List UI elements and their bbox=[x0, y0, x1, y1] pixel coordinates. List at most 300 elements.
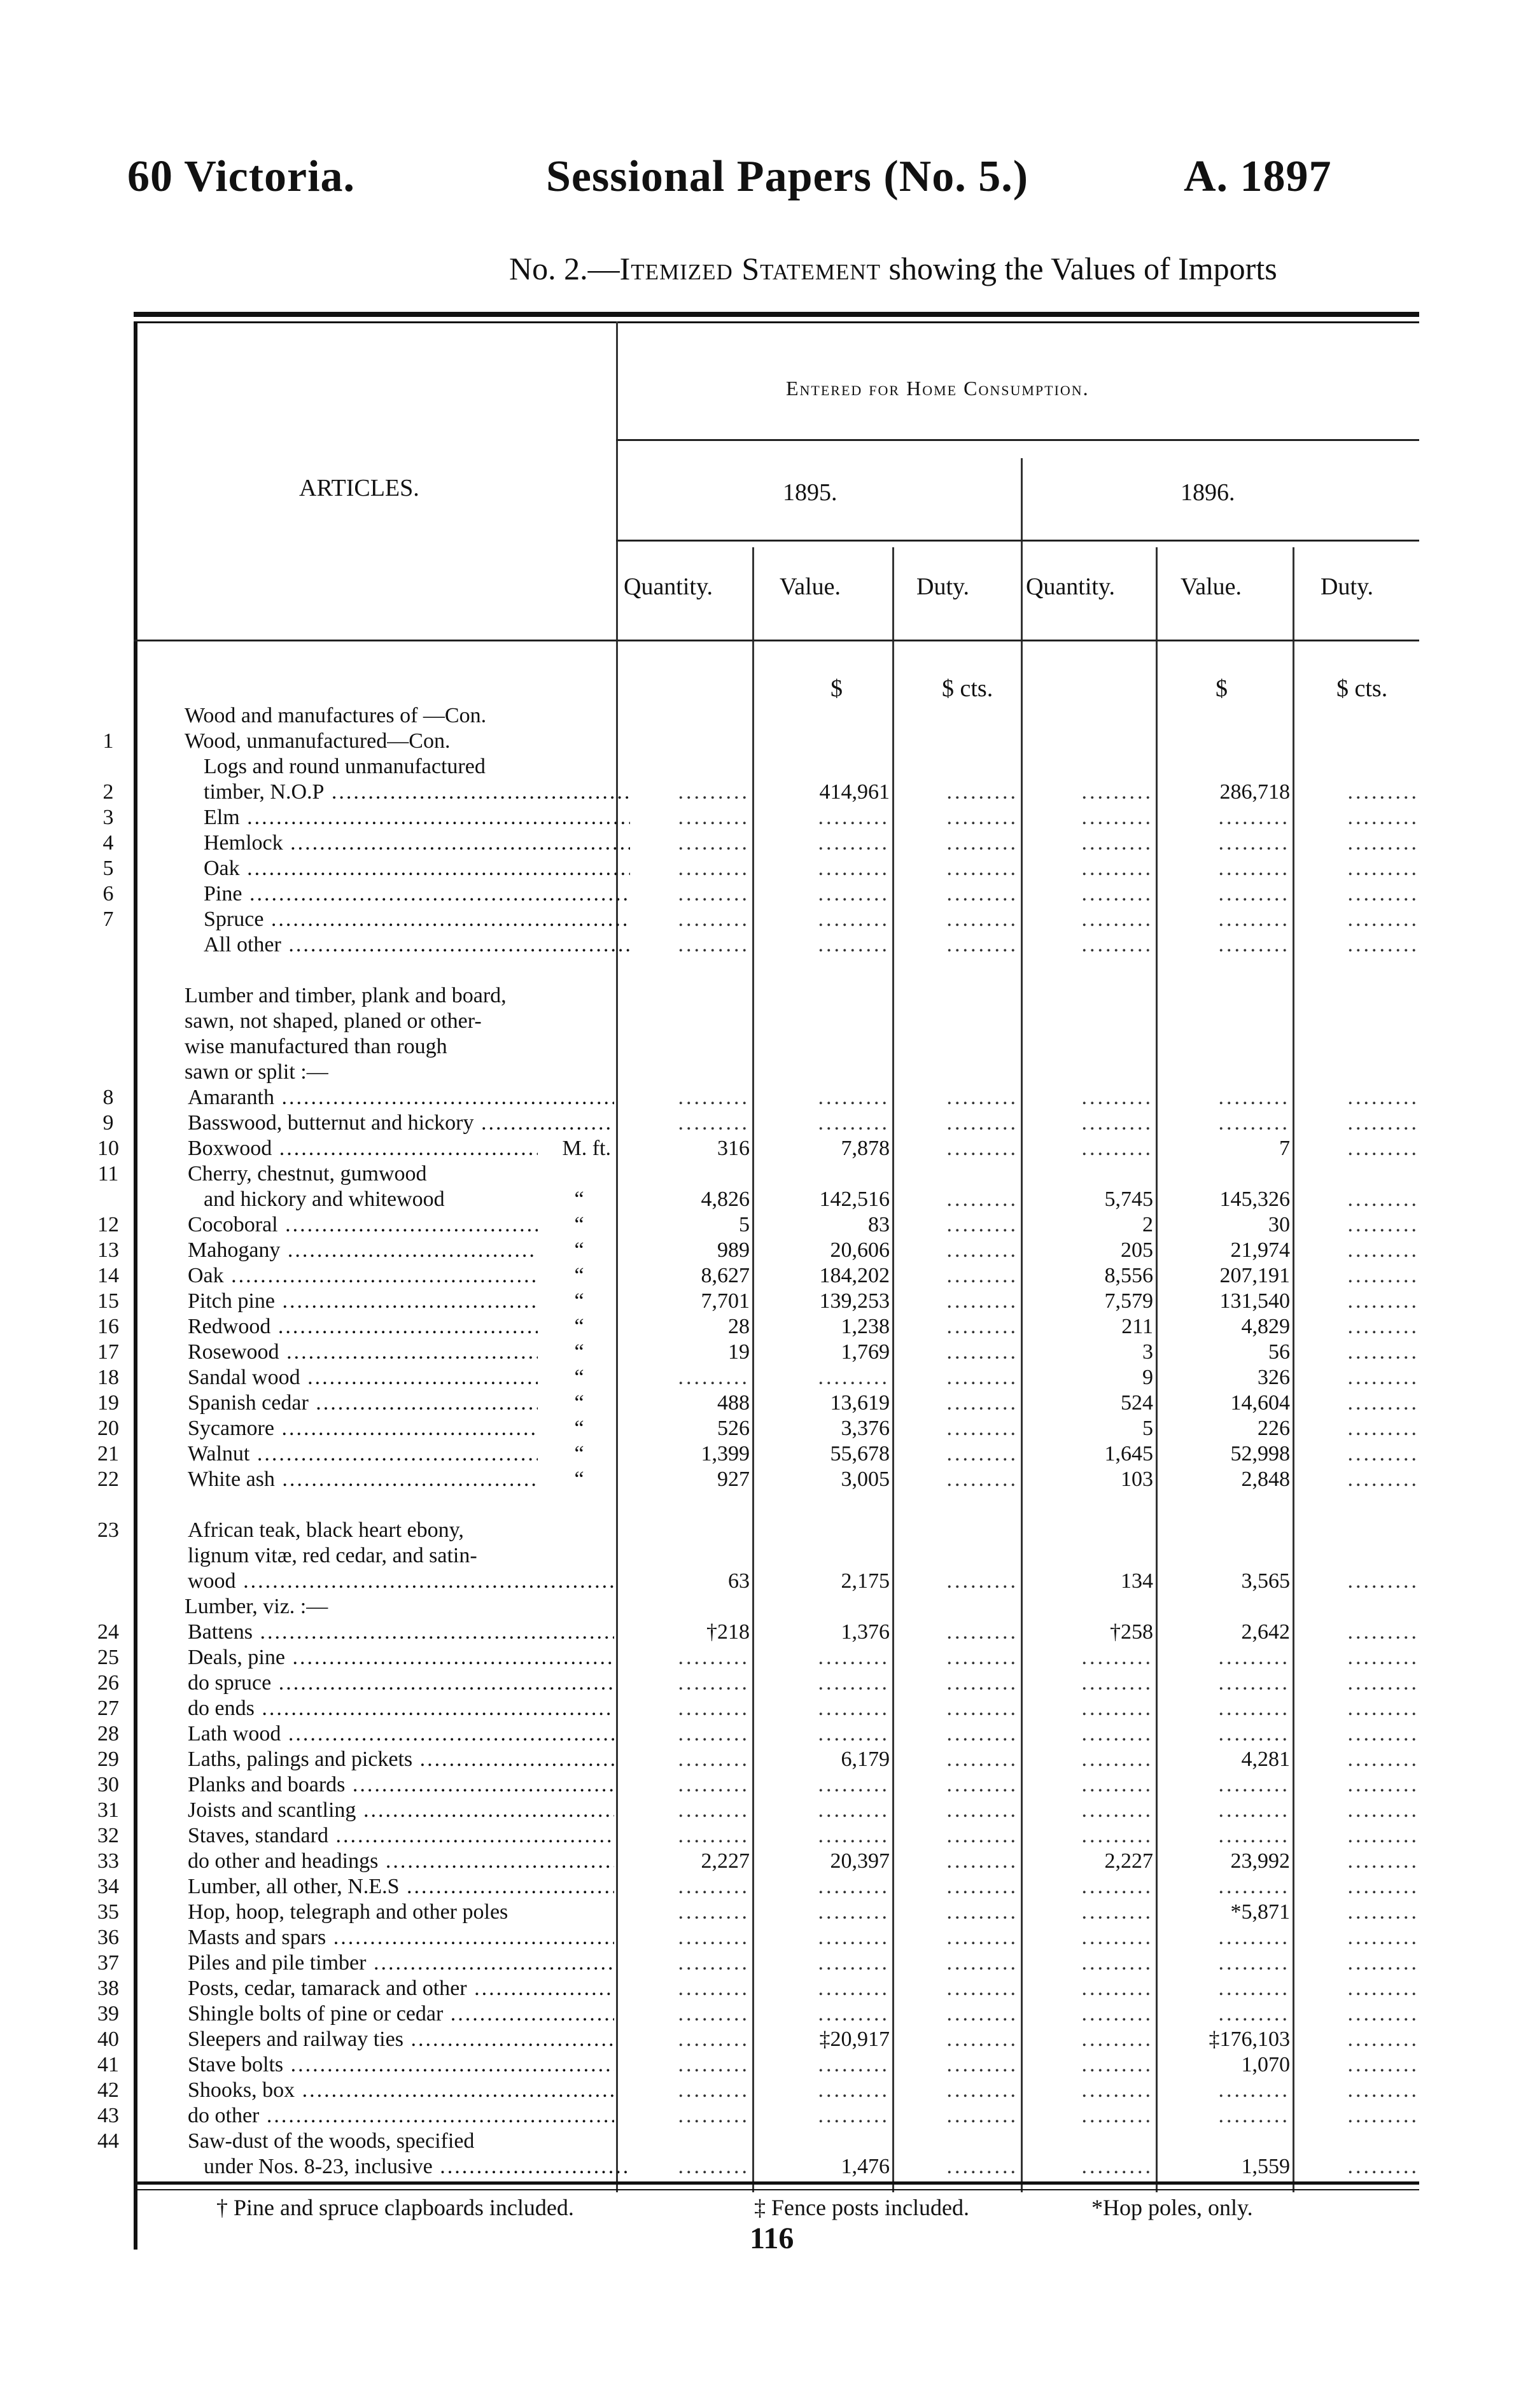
ditto-mark: “ bbox=[574, 1391, 584, 1415]
leader-dots: ......... bbox=[1081, 806, 1153, 829]
leader-dots: ......... bbox=[818, 1773, 890, 1796]
table-row bbox=[0, 1747, 1521, 1772]
leader-dots: ......... bbox=[1081, 831, 1153, 855]
leader-dots: ......... bbox=[946, 1391, 1018, 1415]
leader-dots: ......... bbox=[946, 857, 1018, 880]
article-label: All other ..... bbox=[204, 932, 630, 958]
line-number: 18 bbox=[97, 1366, 119, 1389]
leader-dots: ......... bbox=[1347, 1264, 1419, 1287]
leader-dots: ......... bbox=[678, 1798, 750, 1822]
line-number: 38 bbox=[97, 1977, 119, 2000]
article-label: Redwood ..... bbox=[188, 1314, 538, 1340]
line-number: 28 bbox=[97, 1722, 119, 1746]
article-label: Pine ..... bbox=[204, 881, 630, 907]
table-row bbox=[0, 1976, 1521, 2001]
cell-v95: 55,678 bbox=[830, 1442, 890, 1466]
article-label: Posts, cedar, tamarack and other ..... bbox=[188, 1976, 614, 2001]
leader-dots: ......... bbox=[946, 1977, 1018, 2000]
line-number: 24 bbox=[97, 1620, 119, 1644]
ditto-mark: “ bbox=[574, 1187, 584, 1211]
top-rule-thick bbox=[134, 312, 1419, 317]
cell-v96: 56 bbox=[1268, 1340, 1290, 1364]
leader-dots: ......... bbox=[678, 1747, 750, 1771]
leader-dots: ......... bbox=[1081, 1111, 1153, 1135]
line-number: 23 bbox=[97, 1518, 119, 1542]
leader-dots: ......... bbox=[1347, 1900, 1419, 1924]
article-label: and hickory and whitewood bbox=[204, 1187, 445, 1211]
line-number: 41 bbox=[97, 2053, 119, 2076]
cell-q96: 524 bbox=[1121, 1391, 1153, 1415]
table-row bbox=[0, 1645, 1521, 1670]
leader-dots: ......... bbox=[1218, 1086, 1290, 1109]
leader-dots: ......... bbox=[946, 1926, 1018, 1949]
line-number: 3 bbox=[102, 806, 114, 829]
leader-dots: ......... bbox=[1081, 2053, 1153, 2076]
leader-dots: ......... bbox=[1347, 1569, 1419, 1593]
cell-v95: 3,005 bbox=[841, 1467, 890, 1491]
table-row bbox=[0, 1900, 1521, 1925]
leader-dots: ......... bbox=[1347, 2053, 1419, 2076]
leader-dots: ......... bbox=[818, 1722, 890, 1746]
leader-dots: ......... bbox=[1218, 882, 1290, 906]
leader-dots: ......... bbox=[1081, 882, 1153, 906]
leader-dots: ......... bbox=[1081, 2027, 1153, 2051]
leader-dots: ......... bbox=[1218, 857, 1290, 880]
cell-v95: 7,878 bbox=[841, 1137, 890, 1160]
ditto-mark: “ bbox=[574, 1289, 584, 1313]
leader-dots: ......... bbox=[678, 857, 750, 880]
leader-dots: ......... bbox=[1081, 1977, 1153, 2000]
article-label: Piles and pile timber ..... bbox=[188, 1950, 614, 1976]
cell-q95: 7,701 bbox=[701, 1289, 750, 1313]
table-subtitle bbox=[509, 250, 1277, 287]
leader-dots: ......... bbox=[1081, 2104, 1153, 2127]
leader-dots: ......... bbox=[1218, 1111, 1290, 1135]
cell-q96: 9 bbox=[1142, 1366, 1153, 1389]
leader-dots: ......... bbox=[1218, 1722, 1290, 1746]
leader-dots: ......... bbox=[946, 1747, 1018, 1771]
cell-q95: 8,627 bbox=[701, 1264, 750, 1287]
leader-dots: ......... bbox=[1347, 1213, 1419, 1236]
article-label: Battens ..... bbox=[188, 1620, 614, 1645]
line-number: 5 bbox=[102, 857, 114, 880]
line-number: 15 bbox=[97, 1289, 119, 1313]
leader-dots: ......... bbox=[946, 1417, 1018, 1440]
table-row bbox=[0, 2103, 1521, 2129]
line-number: 11 bbox=[97, 1162, 119, 1186]
cell-q96: 103 bbox=[1121, 1467, 1153, 1491]
unit-label: M. ft. bbox=[562, 1137, 611, 1160]
leader-dots: ......... bbox=[1218, 2002, 1290, 2026]
line-number: 40 bbox=[97, 2027, 119, 2051]
ditto-mark: “ bbox=[574, 1442, 584, 1466]
leader-dots: ......... bbox=[946, 1951, 1018, 1975]
leader-dots: ......... bbox=[946, 882, 1018, 906]
table-row bbox=[0, 2027, 1521, 2052]
line-number: 25 bbox=[97, 1646, 119, 1669]
article-label: Oak ..... bbox=[188, 1263, 538, 1289]
article-label: Lumber and timber, plank and board, bbox=[185, 984, 507, 1007]
line-number: 26 bbox=[97, 1671, 119, 1695]
table-row bbox=[0, 1263, 1521, 1289]
leader-dots: ......... bbox=[818, 882, 890, 906]
cell-q96: 211 bbox=[1121, 1315, 1153, 1338]
leader-dots: ......... bbox=[946, 1467, 1018, 1491]
table-row bbox=[0, 729, 1521, 754]
leader-dots: ......... bbox=[678, 1951, 750, 1975]
table-row bbox=[0, 1416, 1521, 1441]
leader-dots: ......... bbox=[946, 1900, 1018, 1924]
leader-dots: ......... bbox=[1347, 1620, 1419, 1644]
line-number: 43 bbox=[97, 2104, 119, 2127]
article-label: Joists and scantling ..... bbox=[188, 1798, 614, 1823]
article-label: Lumber, all other, N.E.S ..... bbox=[188, 1874, 614, 1900]
leader-dots: ......... bbox=[1081, 933, 1153, 956]
line-number: 17 bbox=[97, 1340, 119, 1364]
value-1895-header: Value. bbox=[780, 573, 841, 600]
table-row bbox=[0, 2129, 1521, 2154]
leader-dots: ......... bbox=[1081, 1722, 1153, 1746]
table-row bbox=[0, 1670, 1521, 1696]
leader-dots: ......... bbox=[678, 1366, 750, 1389]
header-left: 60 Victoria. bbox=[127, 152, 356, 201]
cell-v95: 414,961 bbox=[819, 780, 890, 804]
leader-dots: ......... bbox=[1347, 1391, 1419, 1415]
article-label: under Nos. 8-23, inclusive ..... bbox=[204, 2154, 630, 2180]
article-label: Lumber, viz. :— bbox=[185, 1595, 328, 1618]
cell-q95: 63 bbox=[728, 1569, 750, 1593]
cell-v96: 1,070 bbox=[1241, 2053, 1290, 2076]
cell-q95: 488 bbox=[717, 1391, 750, 1415]
leader-dots: ......... bbox=[1347, 780, 1419, 804]
article-label: Spanish cedar ..... bbox=[188, 1390, 538, 1416]
leader-dots: ......... bbox=[946, 2027, 1018, 2051]
line-number: 30 bbox=[97, 1773, 119, 1796]
article-label: Saw-dust of the woods, specified bbox=[188, 2129, 475, 2153]
table-row bbox=[0, 2052, 1521, 2078]
leader-dots: ......... bbox=[1347, 1773, 1419, 1796]
leader-dots: ......... bbox=[1347, 1977, 1419, 2000]
table-row bbox=[0, 1238, 1521, 1263]
leader-dots: ......... bbox=[946, 1187, 1018, 1211]
cell-q95: 5 bbox=[739, 1213, 750, 1236]
leader-dots: ......... bbox=[1218, 806, 1290, 829]
leader-dots: ......... bbox=[1218, 1798, 1290, 1822]
leader-dots: ......... bbox=[678, 1722, 750, 1746]
table-row bbox=[0, 2078, 1521, 2103]
cell-v96: 52,998 bbox=[1230, 1442, 1290, 1466]
leader-dots: ......... bbox=[946, 1086, 1018, 1109]
cell-q95: 526 bbox=[717, 1417, 750, 1440]
leader-dots: ......... bbox=[946, 1849, 1018, 1873]
article-label: timber, N.O.P ..... bbox=[204, 780, 630, 805]
cell-v96: 23,992 bbox=[1230, 1849, 1290, 1873]
leader-dots: ......... bbox=[818, 806, 890, 829]
cell-v96: 14,604 bbox=[1230, 1391, 1290, 1415]
article-label: Stave bolts ..... bbox=[188, 2052, 614, 2078]
leader-dots: ......... bbox=[1347, 1442, 1419, 1466]
table-row bbox=[0, 1314, 1521, 1340]
line-number: 27 bbox=[97, 1697, 119, 1720]
table-row bbox=[0, 1060, 1521, 1085]
leader-dots: ......... bbox=[1218, 1875, 1290, 1898]
leader-dots: ......... bbox=[818, 1646, 890, 1669]
cell-v96: 7 bbox=[1279, 1137, 1290, 1160]
article-label: Cherry, chestnut, gumwood bbox=[188, 1162, 427, 1186]
cell-v95: 20,397 bbox=[830, 1849, 890, 1873]
leader-dots: ......... bbox=[1081, 1646, 1153, 1669]
leader-dots: ......... bbox=[1347, 1849, 1419, 1873]
leader-dots: ......... bbox=[946, 907, 1018, 931]
cell-v96: 326 bbox=[1258, 1366, 1290, 1389]
cell-v95: 184,202 bbox=[819, 1264, 890, 1287]
cell-q96: 5 bbox=[1142, 1417, 1153, 1440]
duty-1896-header: Duty. bbox=[1321, 573, 1374, 600]
cell-q95: 1,399 bbox=[701, 1442, 750, 1466]
leader-dots: ......... bbox=[946, 1442, 1018, 1466]
leader-dots: ......... bbox=[1081, 780, 1153, 804]
leader-dots: ......... bbox=[1218, 831, 1290, 855]
leader-dots: ......... bbox=[1218, 1977, 1290, 2000]
cell-q96: 1,645 bbox=[1104, 1442, 1153, 1466]
ditto-mark: “ bbox=[574, 1467, 584, 1491]
leader-dots: ......... bbox=[1347, 882, 1419, 906]
cell-v95: 3,376 bbox=[841, 1417, 890, 1440]
article-label: do spruce ..... bbox=[188, 1670, 614, 1696]
cell-q96: 2,227 bbox=[1104, 1849, 1153, 1873]
footnote-dagger: † Pine and spruce clapboards included. bbox=[216, 2195, 574, 2220]
articles-header: ARTICLES. bbox=[299, 475, 419, 501]
article-label: Laths, palings and pickets ..... bbox=[188, 1747, 614, 1772]
leader-dots: ......... bbox=[678, 1977, 750, 2000]
leader-dots: ......... bbox=[1081, 907, 1153, 931]
value-1895-unit: $ bbox=[831, 675, 843, 702]
cell-v95: 20,606 bbox=[830, 1238, 890, 1262]
leader-dots: ......... bbox=[1347, 1798, 1419, 1822]
line-number: 37 bbox=[97, 1951, 119, 1975]
cell-q96: 8,556 bbox=[1104, 1264, 1153, 1287]
cell-q95: 28 bbox=[728, 1315, 750, 1338]
cell-v96: 131,540 bbox=[1219, 1289, 1290, 1313]
leader-dots: ......... bbox=[946, 780, 1018, 804]
leader-dots: ......... bbox=[818, 1671, 890, 1695]
leader-dots: ......... bbox=[818, 1900, 890, 1924]
cell-v96: 1,559 bbox=[1241, 2155, 1290, 2178]
table-row bbox=[0, 1925, 1521, 1950]
article-label: Elm ..... bbox=[204, 805, 630, 830]
leader-dots: ......... bbox=[818, 1926, 890, 1949]
leader-dots: ......... bbox=[1218, 1697, 1290, 1720]
year-underline bbox=[616, 540, 1419, 542]
article-label: wise manufactured than rough bbox=[185, 1035, 447, 1058]
line-number: 42 bbox=[97, 2078, 119, 2102]
article-label: Wood and manufactures of —Con. bbox=[185, 704, 487, 727]
leader-dots: ......... bbox=[678, 2053, 750, 2076]
value-1896-unit: $ bbox=[1216, 675, 1228, 702]
cell-q96: 3 bbox=[1142, 1340, 1153, 1364]
table-row bbox=[0, 1009, 1521, 1034]
cell-v96: 21,974 bbox=[1230, 1238, 1290, 1262]
duty-1895-header: Duty. bbox=[916, 573, 970, 600]
leader-dots: ......... bbox=[678, 1671, 750, 1695]
leader-dots: ......... bbox=[946, 2002, 1018, 2026]
table-row bbox=[0, 1492, 1521, 1518]
table-row bbox=[0, 1543, 1521, 1569]
header-center: Sessional Papers (No. 5.) bbox=[546, 152, 1029, 201]
line-number: 31 bbox=[97, 1798, 119, 1822]
subtitle-prefix: No. 2.— bbox=[509, 251, 620, 286]
table-row bbox=[0, 1340, 1521, 1365]
leader-dots: ......... bbox=[946, 1340, 1018, 1364]
leader-dots: ......... bbox=[818, 1977, 890, 2000]
leader-dots: ......... bbox=[946, 2104, 1018, 2127]
table-row bbox=[0, 2154, 1521, 2180]
leader-dots: ......... bbox=[946, 1111, 1018, 1135]
top-rule-thin bbox=[134, 321, 1419, 323]
leader-dots: ......... bbox=[1081, 1926, 1153, 1949]
line-number: 13 bbox=[97, 1238, 119, 1262]
quantity-1895-header: Quantity. bbox=[624, 573, 713, 600]
leader-dots: ......... bbox=[678, 1926, 750, 1949]
article-label: Mahogany ..... bbox=[188, 1238, 538, 1263]
article-label: do ends ..... bbox=[188, 1696, 614, 1721]
leader-dots: ......... bbox=[678, 1697, 750, 1720]
line-number: 1 bbox=[102, 729, 114, 753]
article-label: Pitch pine ..... bbox=[188, 1289, 538, 1314]
leader-dots: ......... bbox=[946, 1315, 1018, 1338]
article-label: Boxwood ..... bbox=[188, 1136, 538, 1161]
footnote-star: *Hop poles, only. bbox=[1091, 2195, 1253, 2220]
cell-v96: 4,829 bbox=[1241, 1315, 1290, 1338]
table-row bbox=[0, 703, 1521, 729]
table-row bbox=[0, 754, 1521, 780]
line-number: 16 bbox=[97, 1315, 119, 1338]
article-label: Shooks, box ..... bbox=[188, 2078, 614, 2103]
quantity-1896-header: Quantity. bbox=[1026, 573, 1116, 600]
leader-dots: ......... bbox=[1347, 1366, 1419, 1389]
cell-q96: 205 bbox=[1121, 1238, 1153, 1262]
leader-dots: ......... bbox=[1081, 1086, 1153, 1109]
article-label: Oak ..... bbox=[204, 856, 630, 881]
line-number: 6 bbox=[102, 882, 114, 906]
table-row bbox=[0, 830, 1521, 856]
line-number: 32 bbox=[97, 1824, 119, 1847]
article-label: Sandal wood ..... bbox=[188, 1365, 538, 1390]
line-number: 2 bbox=[102, 780, 114, 804]
table-row bbox=[0, 1594, 1521, 1620]
cell-v95: 1,769 bbox=[841, 1340, 890, 1364]
article-label: Amaranth ..... bbox=[188, 1085, 614, 1110]
leader-dots: ......... bbox=[678, 933, 750, 956]
line-number: 19 bbox=[97, 1391, 119, 1415]
article-label: Hemlock ..... bbox=[204, 830, 630, 856]
leader-dots: ......... bbox=[1347, 907, 1419, 931]
leader-dots: ......... bbox=[818, 2002, 890, 2026]
article-label: Sleepers and railway ties ..... bbox=[188, 2027, 614, 2052]
line-number: 14 bbox=[97, 1264, 119, 1287]
leader-dots: ......... bbox=[1347, 1417, 1419, 1440]
leader-dots: ......... bbox=[946, 1875, 1018, 1898]
article-label: Spruce ..... bbox=[204, 907, 630, 932]
line-number: 34 bbox=[97, 1875, 119, 1898]
line-number: 44 bbox=[97, 2129, 119, 2153]
cell-v96: 207,191 bbox=[1219, 1264, 1290, 1287]
cell-v95: 83 bbox=[868, 1213, 890, 1236]
leader-dots: ......... bbox=[818, 1111, 890, 1135]
table-row bbox=[0, 907, 1521, 932]
article-label: African teak, black heart ebony, bbox=[188, 1518, 464, 1542]
ditto-mark: “ bbox=[574, 1340, 584, 1364]
leader-dots: ......... bbox=[1081, 1798, 1153, 1822]
leader-dots: ......... bbox=[946, 1569, 1018, 1593]
line-number: 21 bbox=[97, 1442, 119, 1466]
leader-dots: ......... bbox=[1347, 1086, 1419, 1109]
leader-dots: ......... bbox=[1218, 1824, 1290, 1847]
leader-dots: ......... bbox=[1218, 2104, 1290, 2127]
leader-dots: ......... bbox=[946, 1620, 1018, 1644]
article-label: Staves, standard ..... bbox=[188, 1823, 614, 1849]
leader-dots: ......... bbox=[1347, 1111, 1419, 1135]
line-number: 7 bbox=[102, 907, 114, 931]
leader-dots: ......... bbox=[946, 806, 1018, 829]
table-row bbox=[0, 1569, 1521, 1594]
cell-q96: 134 bbox=[1121, 1569, 1153, 1593]
leader-dots: ......... bbox=[818, 2078, 890, 2102]
line-number: 36 bbox=[97, 1926, 119, 1949]
leader-dots: ......... bbox=[1347, 2078, 1419, 2102]
cell-v96: 30 bbox=[1268, 1213, 1290, 1236]
leader-dots: ......... bbox=[1081, 1824, 1153, 1847]
leader-dots: ......... bbox=[1347, 2104, 1419, 2127]
leader-dots: ......... bbox=[1081, 2078, 1153, 2102]
leader-dots: ......... bbox=[818, 1086, 890, 1109]
article-label: do other ..... bbox=[188, 2103, 614, 2129]
table-row bbox=[0, 1110, 1521, 1136]
article-label: Logs and round unmanufactured bbox=[204, 755, 486, 778]
leader-dots: ......... bbox=[946, 1137, 1018, 1160]
table-row bbox=[0, 1696, 1521, 1721]
ditto-mark: “ bbox=[574, 1264, 584, 1287]
cell-q96: †258 bbox=[1110, 1620, 1153, 1644]
cell-v96: *5,871 bbox=[1230, 1900, 1290, 1924]
cell-v95: 1,476 bbox=[841, 2155, 890, 2178]
article-label: Sycamore ..... bbox=[188, 1416, 538, 1441]
cell-v96: 286,718 bbox=[1219, 780, 1290, 804]
leader-dots: ......... bbox=[1218, 1926, 1290, 1949]
table-row bbox=[0, 1161, 1521, 1187]
line-number: 33 bbox=[97, 1849, 119, 1873]
leader-dots: ......... bbox=[946, 2078, 1018, 2102]
leader-dots: ......... bbox=[1218, 907, 1290, 931]
cell-v96: 226 bbox=[1258, 1417, 1290, 1440]
leader-dots: ......... bbox=[946, 1798, 1018, 1822]
article-label: Basswood, butternut and hickory ..... bbox=[188, 1110, 614, 1136]
leader-dots: ......... bbox=[678, 1900, 750, 1924]
leader-dots: ......... bbox=[1218, 933, 1290, 956]
cell-q96: 2 bbox=[1142, 1213, 1153, 1236]
article-label: Walnut ..... bbox=[188, 1441, 538, 1467]
leader-dots: ......... bbox=[1347, 1238, 1419, 1262]
leader-dots: ......... bbox=[1081, 2002, 1153, 2026]
article-label: sawn, not shaped, planed or other- bbox=[185, 1009, 482, 1033]
cell-v96: 2,848 bbox=[1241, 1467, 1290, 1491]
leader-dots: ......... bbox=[678, 2002, 750, 2026]
leader-dots: ......... bbox=[1347, 1926, 1419, 1949]
table-row bbox=[0, 1034, 1521, 1060]
bottom-rule bbox=[134, 2181, 1419, 2185]
table-row bbox=[0, 780, 1521, 805]
leader-dots: ......... bbox=[1347, 1467, 1419, 1491]
